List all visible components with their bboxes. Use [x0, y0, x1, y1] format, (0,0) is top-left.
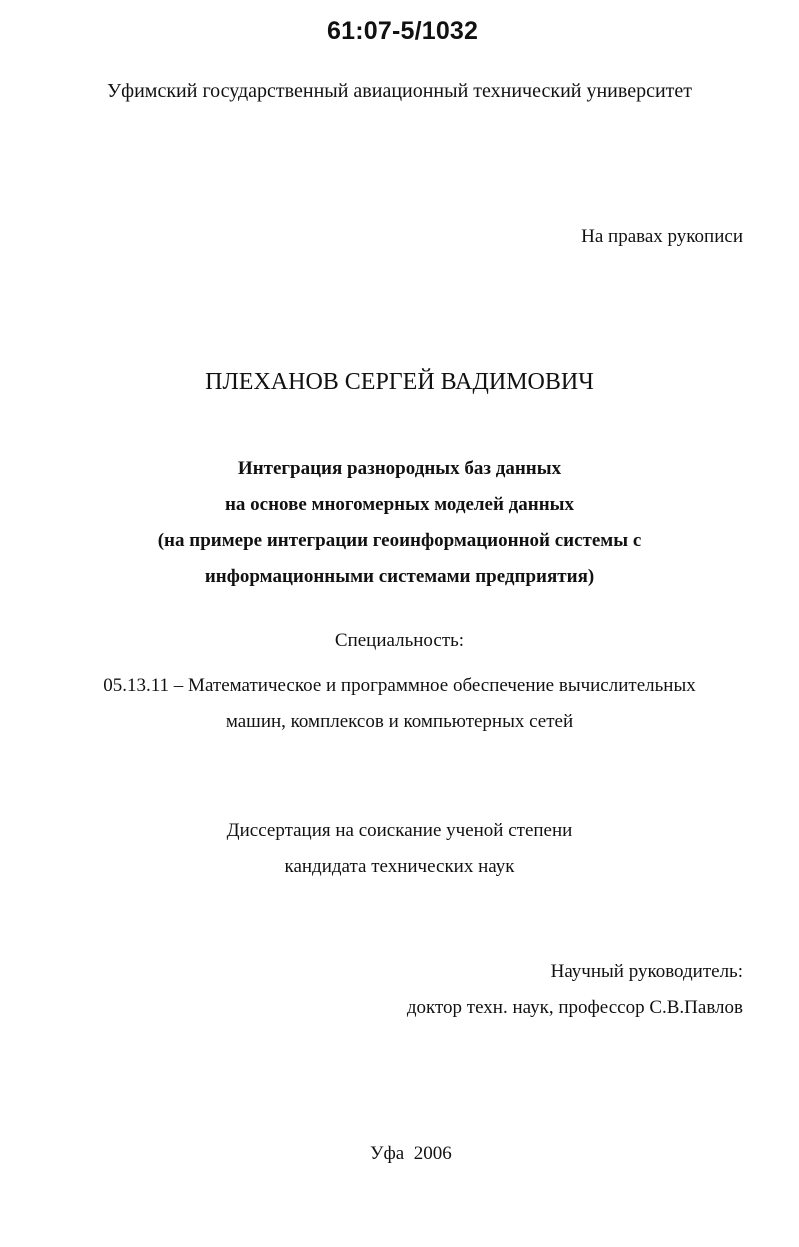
university-name: Уфимский государственный авиационный технический университет	[106, 80, 693, 102]
title-line: на основе многомерных моделей данных	[224, 494, 575, 515]
degree-line: кандидата технических наук	[284, 856, 515, 877]
degree-line: Диссертация на соискание ученой степени	[226, 820, 573, 841]
title-line: информационными системами предприятия)	[204, 566, 595, 587]
specialty-line: 05.13.11 – Математическое и программное обеспечение вычислительных	[103, 675, 696, 696]
catalog-code: 61:07-5/1032	[327, 17, 479, 45]
specialty-label: Специальность:	[334, 630, 465, 651]
manuscript-note: На правах рукописи	[581, 226, 743, 247]
supervisor-name: доктор техн. наук, профессор С.В.Павлов	[406, 997, 743, 1018]
title-line: (на примере интеграции геоинформационной системы с	[157, 530, 642, 551]
dissertation-title	[0, 451, 799, 595]
author-name: ПЛЕХАНОВ СЕРГЕЙ ВАДИМОВИЧ	[205, 369, 594, 395]
title-line: Интеграция разнородных баз данных	[237, 458, 562, 479]
specialty-line: машин, комплексов и компьютерных сетей	[225, 711, 574, 732]
city-year	[370, 1143, 452, 1165]
city-year-text: Уфа 2006	[370, 1143, 452, 1164]
degree-statement	[0, 813, 799, 885]
specialty-description	[0, 668, 799, 740]
supervisor-label: Научный руководитель:	[550, 961, 743, 982]
